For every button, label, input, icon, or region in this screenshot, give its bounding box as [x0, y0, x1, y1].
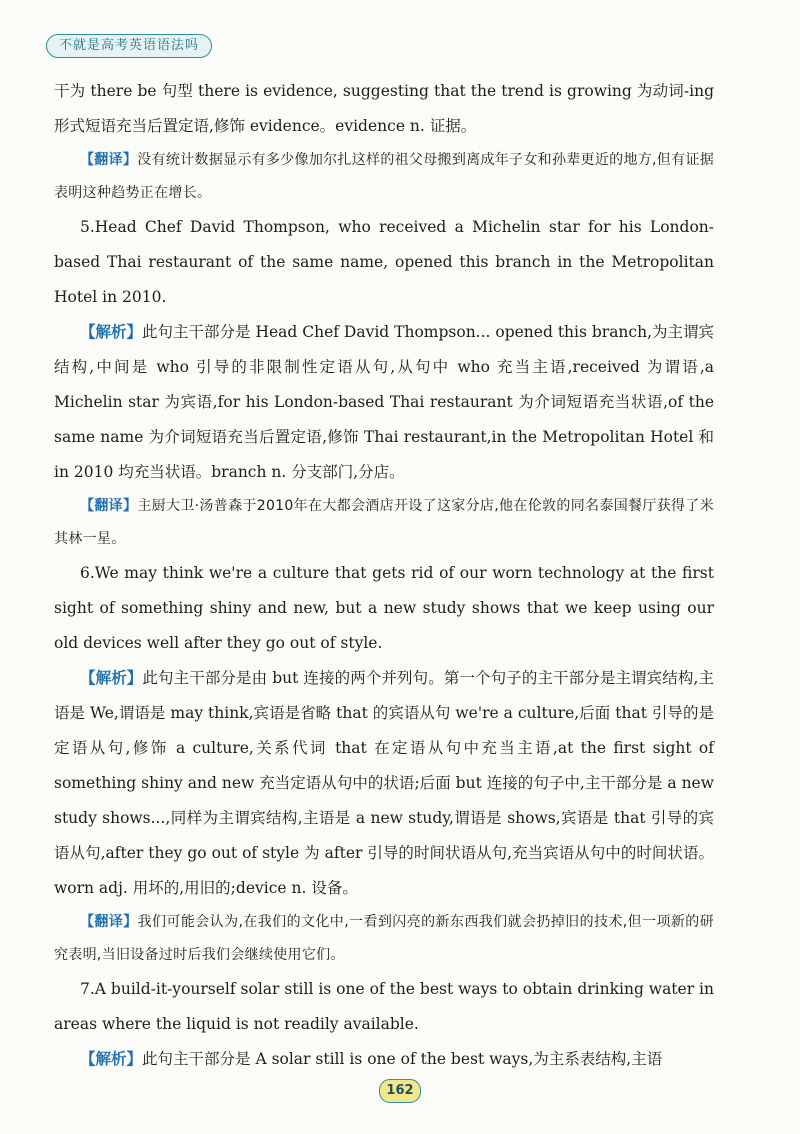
analysis-paragraph-6: [54, 661, 714, 906]
translation-text: 没有统计数据显示有多少像加尔扎这样的祖父母搬到离成年子女和孙辈更近的地方,但有证据表明这种趋势正在增长。: [54, 152, 715, 201]
analysis-tag: 【解析】: [80, 669, 143, 687]
translation-paragraph: [54, 144, 714, 210]
translation-text: 主厨大卫·汤普森于2010年在大都会酒店开设了这家分店,他在伦敦的同名泰国餐厅获得了米其林一星。: [54, 498, 714, 547]
translation-paragraph-6: [54, 906, 714, 972]
analysis-text: 此句主干部分是由 but 连接的两个并列句。第一个句子的主干部分是主谓宾结构,主语是 We,谓语是 may think,宾语是省略 that 的宾语从句 we're a culture,后面 that 引导的是定语从句,修饰 a culture,关系代词 that 在定语从句中充当主语,at the first sight of something shiny and new 充当定语从句中的状语;后面 but 连接的句子中,主干部分是 a new study shows...,同样为主谓宾结构,主语是 a new study,谓语是 shows,宾语是 that 引导的宾语从句,after they go out of style 为 after 引导的时间状语从句,充当宾语从句中的时间状语。worn adj. 用坏的,用旧的;device n. 设备。: [54, 669, 714, 897]
analysis-text: 此句主干部分是 A solar still is one of the best ways,为主系表结构,主语: [142, 1050, 663, 1068]
translation-tag: 【翻译】: [80, 152, 138, 168]
example-sentence-5: 5.Head Chef David Thompson, who received a Michelin star for his London-based Thai restaurant of the same name, opened this branch in the Metropolitan Hotel in 2010.: [54, 218, 714, 306]
analysis-tag: 【解析】: [80, 1050, 143, 1068]
analysis-paragraph-5: [54, 315, 714, 490]
paragraph-continuation: 干为 there be 句型 there is evidence, suggesting that the trend is growing 为动词-ing 形式短语充当后置定语,修饰 evidence。evidence n. 证据。: [54, 82, 714, 135]
example-sentence-6: 6.We may think we're a culture that gets rid of our worn technology at the first sight of something shiny and new, but a new study shows that we keep using our old devices well after they go out of style.: [54, 564, 714, 652]
series-title-badge: 不就是高考英语语法吗: [46, 34, 212, 58]
example-sentence-7: 7.A build-it-yourself solar still is one of the best ways to obtain drinking water in areas where the liquid is not readily available.: [54, 980, 714, 1033]
translation-paragraph-5: [54, 490, 714, 556]
analysis-text: 此句主干部分是 Head Chef David Thompson... opened this branch,为主谓宾结构,中间是 who 引导的非限制性定语从句,从句中 who 充当主语,received 为谓语,a Michelin star 为宾语,for his London-based Thai restaurant 为介词短语充当状语,of the same name 为介词短语充当后置定语,修饰 Thai restaurant,in the Metropolitan Hotel 和 in 2010 均充当状语。branch n. 分支部门,分店。: [54, 323, 715, 481]
page-content: [54, 74, 714, 1077]
analysis-tag: 【解析】: [80, 323, 143, 341]
translation-tag: 【翻译】: [80, 914, 138, 930]
page-number: 162: [379, 1079, 421, 1103]
translation-tag: 【翻译】: [80, 498, 138, 514]
analysis-paragraph-7: [54, 1042, 714, 1077]
translation-text: 我们可能会认为,在我们的文化中,一看到闪亮的新东西我们就会扔掉旧的技术,但一项新的研究表明,当旧设备过时后我们会继续使用它们。: [54, 914, 715, 963]
